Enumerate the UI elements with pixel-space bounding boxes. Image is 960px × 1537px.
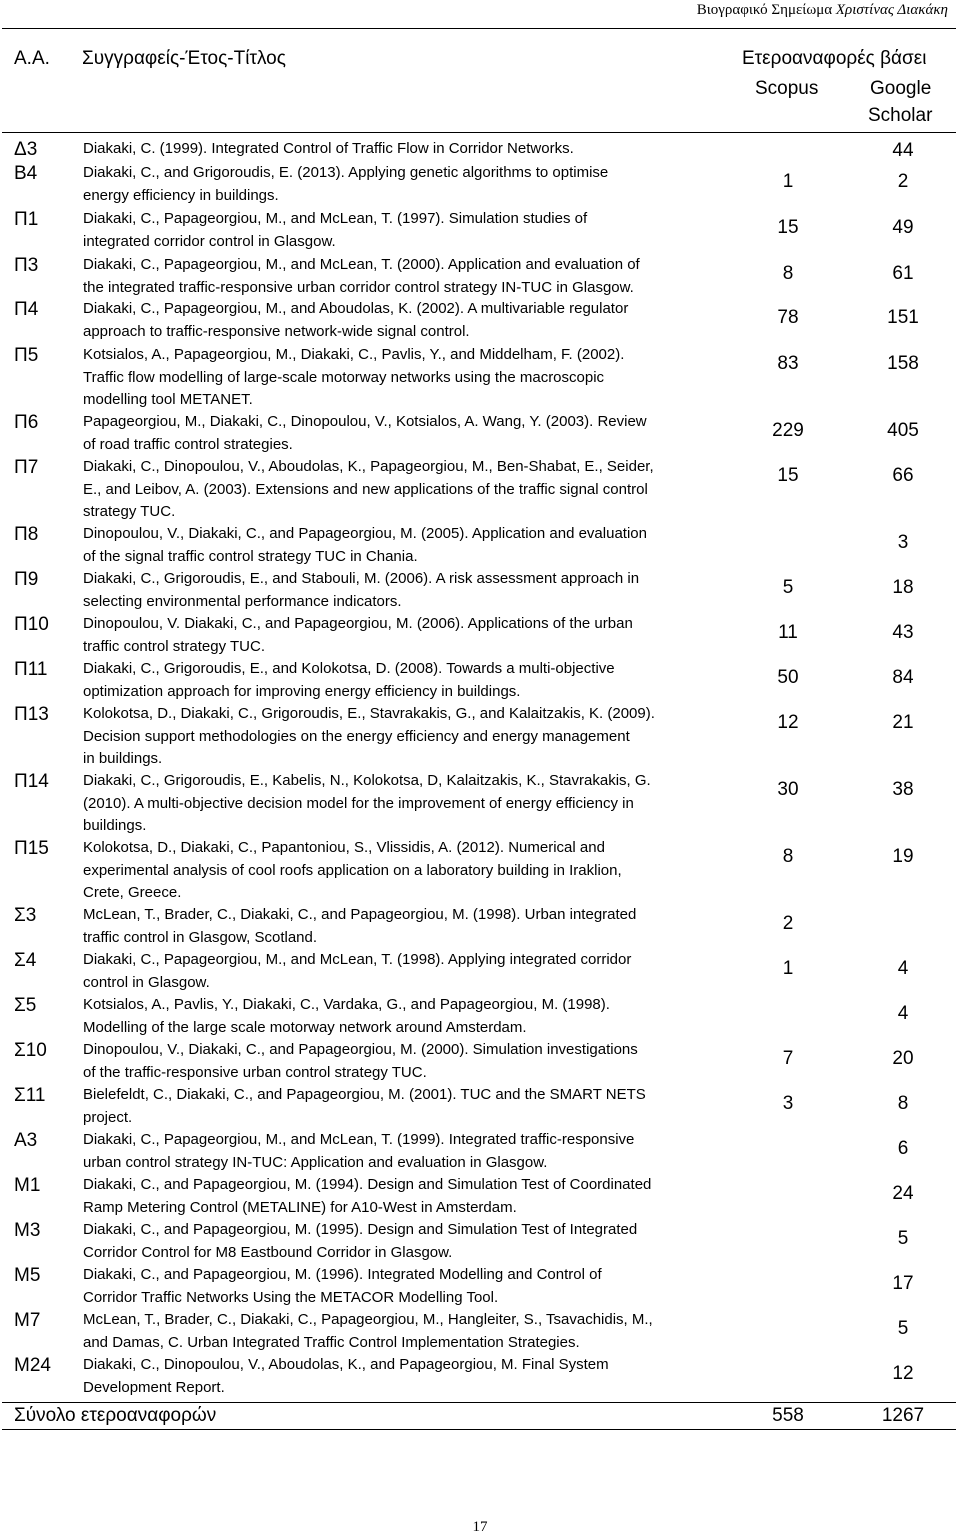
- total-scopus: 558: [772, 1405, 804, 1426]
- reference-line: project.: [83, 1108, 133, 1126]
- row-reference: [83, 1264, 733, 1309]
- row-google-count: 17: [892, 1273, 914, 1294]
- reference-line: Bielefeldt, C., Diakaki, C., and Papageorgiou, M. (2001). TUC and the SMART NETS: [83, 1086, 646, 1103]
- row-code: Μ24: [14, 1355, 51, 1376]
- row-scopus-count: 8: [782, 263, 794, 284]
- row-code: Α3: [14, 1130, 38, 1151]
- row-scopus-count: 7: [782, 1048, 794, 1069]
- row-code: Μ3: [14, 1220, 41, 1241]
- reference-line: Dinopoulou, V. Diakaki, C., and Papageorgiou, M. (2006). Applications of the urban: [83, 615, 633, 632]
- row-scopus-count: 2: [782, 913, 794, 934]
- row-reference: [83, 568, 733, 613]
- row-google-count: 44: [892, 140, 914, 161]
- row-scopus-count: 50: [777, 667, 799, 688]
- reference-line: Diakaki, C., Dinopoulou, V., Aboudolas, K., and Papageorgiou, M. Final System: [83, 1356, 609, 1373]
- row-reference: [83, 456, 733, 524]
- row-google-count: 49: [892, 217, 914, 238]
- row-google-count: 5: [897, 1228, 909, 1249]
- reference-line: Traffic flow modelling of large-scale motorway networks using the macroscopic: [83, 368, 605, 386]
- reference-line: (2010). A multi-objective decision model for the improvement of energy efficiency in: [83, 794, 634, 812]
- reference-line: Corridor Control for M8 Eastbound Corridor in Glasgow.: [83, 1243, 453, 1261]
- reference-line: Kotsialos, A., Pavlis, Y., Diakaki, C., Vardaka, G., and Papageorgiou, M. (1998).: [83, 996, 610, 1013]
- reference-line: optimization approach for improving energy efficiency in buildings.: [83, 682, 521, 700]
- row-google-count: 158: [887, 353, 919, 374]
- row-scopus-count: 5: [782, 577, 794, 598]
- row-scopus-count: 3: [782, 1093, 794, 1114]
- row-reference: [83, 138, 733, 161]
- reference-line: Crete, Greece.: [83, 884, 182, 901]
- row-google-count: 38: [892, 779, 914, 800]
- total-google: 1267: [881, 1405, 925, 1426]
- row-reference: [83, 658, 733, 703]
- reference-line: Papageorgiou, M., Diakaki, C., Dinopoulou, V., Kotsialos, A. Wang, Y. (2003). Review: [83, 413, 647, 430]
- reference-line: Diakaki, C., and Papageorgiou, M. (1994). Design and Simulation Test of Coordinated: [83, 1176, 652, 1193]
- reference-line: Kolokotsa, D., Diakaki, C., Papantoniou, S., Vlissidis, A. (2012). Numerical and: [83, 839, 605, 856]
- row-code: Π5: [14, 345, 39, 366]
- page-number: 17: [472, 1519, 488, 1535]
- reference-line: approach to traffic-responsive network-wide signal control.: [83, 322, 470, 340]
- reference-line: Diakaki, C., Grigoroudis, E., Kabelis, N., Kolokotsa, D, Kalaitzakis, K., Stavrakakis, G.: [83, 772, 651, 789]
- reference-line: E., and Leibov, A. (2003). Extensions and new applications of the traffic signal control: [83, 480, 648, 498]
- table-header-rule: [2, 132, 956, 133]
- row-scopus-count: 78: [777, 307, 799, 328]
- reference-line: Kotsialos, A., Papageorgiou, M., Diakaki, C., Pavlis, Y., and Middelham, F. (2002).: [83, 346, 625, 363]
- total-rule-top: [2, 1402, 956, 1403]
- row-google-count: 43: [892, 622, 914, 643]
- row-reference: [83, 411, 733, 456]
- row-code: Π4: [14, 299, 39, 320]
- row-code: Π6: [14, 412, 39, 433]
- row-reference: [83, 994, 733, 1039]
- reference-line: traffic control in Glasgow, Scotland.: [83, 928, 318, 946]
- reference-line: McLean, T., Brader, C., Diakaki, C., and Papageorgiou, M. (1998). Urban integrated: [83, 906, 637, 923]
- total-label: Σύνολο ετεροαναφορών: [14, 1405, 217, 1426]
- reference-line: in buildings.: [83, 750, 163, 767]
- row-reference: [83, 523, 733, 568]
- row-google-count: 405: [887, 420, 919, 441]
- row-scopus-count: 15: [777, 217, 799, 238]
- reference-line: selecting environmental performance indicators.: [83, 592, 402, 610]
- row-code: Π14: [14, 771, 49, 792]
- row-google-count: 20: [892, 1048, 914, 1069]
- row-scopus-count: 1: [782, 958, 794, 979]
- running-header-italic: Χριστίνας Διακάκη: [835, 2, 948, 18]
- row-reference: [83, 208, 733, 253]
- reference-line: Diakaki, C., and Grigoroudis, E. (2013). Applying genetic algorithms to optimise: [83, 164, 609, 181]
- row-google-count: 151: [887, 307, 919, 328]
- row-google-count: 24: [892, 1183, 914, 1204]
- row-code: Σ5: [14, 995, 37, 1016]
- row-scopus-count: 8: [782, 846, 794, 867]
- row-google-count: 18: [892, 577, 914, 598]
- row-reference: [83, 1174, 733, 1219]
- row-google-count: 5: [897, 1318, 909, 1339]
- reference-line: Diakaki, C., and Papageorgiou, M. (1996). Integrated Modelling and Control of: [83, 1266, 602, 1283]
- header-rule: [2, 28, 956, 29]
- reference-line: McLean, T., Brader, C., Diakaki, C., Papageorgiou, M., Hangleiter, S., Tsavachidis, M.,: [83, 1311, 653, 1328]
- row-reference: [83, 1219, 733, 1264]
- row-reference: [83, 1354, 733, 1399]
- row-google-count: 8: [897, 1093, 909, 1114]
- reference-line: Diakaki, C., Dinopoulou, V., Aboudolas, K., Papageorgiou, M., Ben-Shabat, E., Seider,: [83, 458, 654, 475]
- row-code: Σ11: [14, 1085, 46, 1106]
- row-google-count: 84: [892, 667, 914, 688]
- row-reference: [83, 254, 733, 299]
- col-header-citations: Ετεροαναφορές βάσει: [742, 48, 927, 69]
- row-google-count: 12: [892, 1363, 914, 1384]
- reference-line: the integrated traffic-responsive urban corridor control strategy IN-TUC in Glasgow.: [83, 278, 634, 296]
- reference-line: Decision support methodologies on the energy efficiency and energy management: [83, 727, 630, 745]
- row-google-count: 66: [892, 465, 914, 486]
- total-rule-bottom: [2, 1429, 956, 1430]
- col-header-scopus: Scopus: [755, 78, 819, 99]
- row-code: Π8: [14, 524, 39, 545]
- reference-line: Corridor Traffic Networks Using the METACOR Modelling Tool.: [83, 1288, 499, 1306]
- reference-line: buildings.: [83, 817, 147, 834]
- reference-line: modelling tool METANET.: [83, 391, 253, 408]
- reference-line: of road traffic control strategies.: [83, 435, 293, 453]
- row-reference: [83, 613, 733, 658]
- row-code: Π10: [14, 614, 49, 635]
- reference-line: Dinopoulou, V., Diakaki, C., and Papageorgiou, M. (2005). Application and evaluation: [83, 525, 647, 542]
- row-scopus-count: 83: [777, 353, 799, 374]
- row-reference: [83, 344, 733, 412]
- row-code: Π11: [14, 659, 48, 680]
- reference-line: integrated corridor control in Glasgow.: [83, 232, 336, 250]
- row-code: Σ10: [14, 1040, 47, 1061]
- reference-line: Modelling of the large scale motorway network around Amsterdam.: [83, 1018, 527, 1036]
- row-code: Π7: [14, 457, 39, 478]
- row-code: Δ3: [14, 139, 38, 160]
- row-google-count: 2: [897, 171, 909, 192]
- row-code: Β4: [14, 163, 38, 184]
- reference-line: Diakaki, C., Grigoroudis, E., and Kolokotsa, D. (2008). Towards a multi-objective: [83, 660, 615, 677]
- row-reference: [83, 904, 733, 949]
- reference-line: Kolokotsa, D., Diakaki, C., Grigoroudis, E., Stavrakakis, G., and Kalaitzakis, K. (2009).: [83, 705, 655, 722]
- col-header-title: Συγγραφείς-Έτος-Τίτλος: [82, 48, 286, 69]
- row-reference: [83, 837, 733, 905]
- reference-line: Diakaki, C., Papageorgiou, M., and Aboudolas, K. (2002). A multivariable regulator: [83, 300, 629, 317]
- running-header: [697, 2, 948, 19]
- reference-line: Diakaki, C., Papageorgiou, M., and McLean, T. (1997). Simulation studies of: [83, 210, 588, 227]
- row-scopus-count: 11: [778, 622, 798, 643]
- row-google-count: 21: [892, 712, 914, 733]
- row-google-count: 3: [897, 532, 909, 553]
- reference-line: energy efficiency in buildings.: [83, 186, 279, 204]
- row-google-count: 19: [892, 846, 914, 867]
- row-code: Σ3: [14, 905, 37, 926]
- row-code: Π3: [14, 255, 39, 276]
- row-code: Μ7: [14, 1310, 41, 1331]
- reference-line: experimental analysis of cool roofs application on a laboratory building in Iraklion,: [83, 861, 622, 879]
- row-reference: [83, 703, 733, 771]
- reference-line: Diakaki, C., Grigoroudis, E., and Stabouli, M. (2006). A risk assessment approach in: [83, 570, 640, 587]
- reference-line: Diakaki, C., and Papageorgiou, M. (1995). Design and Simulation Test of Integrated: [83, 1221, 638, 1238]
- reference-line: Diakaki, C., Papageorgiou, M., and McLean, T. (1999). Integrated traffic-responsive: [83, 1131, 635, 1148]
- row-code: Μ1: [14, 1175, 41, 1196]
- reference-line: Diakaki, C. (1999). Integrated Control of Traffic Flow in Corridor Networks.: [83, 140, 574, 157]
- row-reference: [83, 1039, 733, 1084]
- row-google-count: 6: [897, 1138, 909, 1159]
- row-google-count: 61: [892, 263, 914, 284]
- row-scopus-count: 1: [782, 171, 794, 192]
- reference-line: urban control strategy IN-TUC: Application and evaluation in Glasgow.: [83, 1153, 548, 1171]
- reference-line: Ramp Metering Control (METALINE) for A10-West in Amsterdam.: [83, 1198, 517, 1216]
- row-scopus-count: 30: [777, 779, 799, 800]
- row-reference: [83, 1129, 733, 1174]
- row-code: Σ4: [14, 950, 37, 971]
- row-code: Π13: [14, 704, 49, 725]
- row-scopus-count: 15: [777, 465, 799, 486]
- reference-line: Development Report.: [83, 1378, 225, 1396]
- row-reference: [83, 298, 733, 343]
- col-header-google: Google: [870, 78, 932, 99]
- row-google-count: 4: [897, 1003, 909, 1024]
- reference-line: of the traffic-responsive urban control strategy TUC.: [83, 1063, 427, 1081]
- reference-line: of the signal traffic control strategy TUC in Chania.: [83, 547, 418, 565]
- row-code: Π9: [14, 569, 39, 590]
- row-reference: [83, 162, 733, 207]
- row-code: Μ5: [14, 1265, 41, 1286]
- reference-line: Diakaki, C., Papageorgiou, M., and McLean, T. (1998). Applying integrated corridor: [83, 951, 632, 968]
- running-header-name: Βιογραφικό Σημείωμα: [696, 2, 836, 18]
- reference-line: traffic control strategy TUC.: [83, 637, 266, 655]
- row-reference: [83, 1084, 733, 1129]
- reference-line: and Damas, C. Urban Integrated Traffic Control Implementation Strategies.: [83, 1333, 580, 1351]
- row-scopus-count: 229: [772, 420, 804, 441]
- row-google-count: 4: [897, 958, 909, 979]
- row-scopus-count: 12: [777, 712, 799, 733]
- row-code: Π15: [14, 838, 49, 859]
- row-reference: [83, 770, 733, 838]
- row-reference: [83, 949, 733, 994]
- col-header-scholar: Scholar: [868, 105, 933, 126]
- reference-line: strategy TUC.: [83, 503, 176, 520]
- col-header-code: Α.Α.: [14, 48, 50, 69]
- reference-line: Dinopoulou, V., Diakaki, C., and Papageorgiou, M. (2000). Simulation investigations: [83, 1041, 638, 1058]
- reference-line: control in Glasgow.: [83, 973, 210, 991]
- reference-line: Diakaki, C., Papageorgiou, M., and McLean, T. (2000). Application and evaluation of: [83, 256, 640, 273]
- row-code: Π1: [14, 209, 39, 230]
- row-reference: [83, 1309, 733, 1354]
